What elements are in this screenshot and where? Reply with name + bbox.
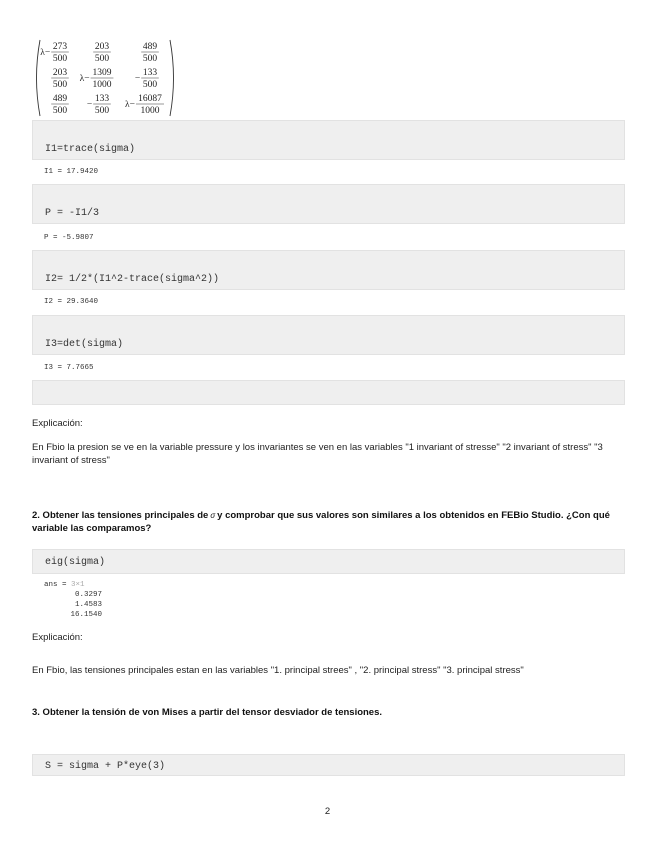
matrix-denominator: 500 <box>94 106 110 116</box>
ans-dims: 3×1 <box>71 581 85 589</box>
matrix-numerator: 273 <box>52 42 68 52</box>
code-cell-p[interactable] <box>32 184 625 224</box>
matrix-denominator: 500 <box>142 54 158 64</box>
output-eig <box>44 580 85 590</box>
code-cell-i3[interactable] <box>32 315 625 355</box>
code-cell-empty[interactable] <box>32 380 625 405</box>
code-text: I2= 1/2*(I1^2-trace(sigma^2)) <box>45 274 220 285</box>
question-3: 3. Obtener la tensión de von Mises a partir del tensor desviador de tensiones. <box>32 707 383 718</box>
code-cell-i1[interactable] <box>32 120 625 160</box>
matrix-prefix: − <box>134 74 141 84</box>
symbolic-matrix <box>30 38 180 118</box>
page-number: 2 <box>324 806 331 817</box>
code-text: S = sigma + P*eye(3) <box>45 761 166 772</box>
output-p: P = -5.9807 <box>44 234 94 242</box>
matrix-denominator: 500 <box>142 80 158 90</box>
matrix-numerator: 489 <box>142 42 158 52</box>
matrix-denominator: 1000 <box>140 106 160 116</box>
matrix-numerator: 1309 <box>92 68 112 78</box>
matrix-numerator: 16087 <box>138 94 162 104</box>
explanation-label-1: Explicación: <box>32 418 83 429</box>
matrix-numerator: 203 <box>52 68 68 78</box>
code-cell-i2[interactable] <box>32 250 625 290</box>
sigma-symbol: σ <box>210 511 216 520</box>
question-2-after: y comprobar que sus valores son similares a los obtenidos en FEBio Studio. ¿Con qué variable las comparamos? <box>32 510 610 534</box>
question-2 <box>32 509 627 535</box>
code-cell-eig[interactable] <box>32 549 625 574</box>
matrix-numerator: 489 <box>52 94 68 104</box>
code-text: I3=det(sigma) <box>45 339 124 350</box>
matrix-prefix: λ− <box>79 74 90 84</box>
code-text: I1=trace(sigma) <box>45 144 136 155</box>
matrix-right-bracket <box>170 40 174 116</box>
matrix-prefix: λ− <box>125 100 135 110</box>
code-text: P = -I1/3 <box>45 208 100 219</box>
code-cell-s[interactable] <box>32 754 625 776</box>
matrix-denominator: 1000 <box>92 80 112 90</box>
matrix-denominator: 500 <box>52 106 68 116</box>
explanation-text-1: En Fbio la presion se ve en la variable pressure y los invariantes se ven en las variables "1 invariant of stresse" "2 invariant of stress" "3 invariant of stress" <box>32 442 603 466</box>
matrix-numerator: 203 <box>94 42 110 52</box>
output-i2: I2 = 29.3640 <box>44 298 99 306</box>
matrix-denominator: 500 <box>52 80 68 90</box>
matrix-numerator: 133 <box>94 94 110 104</box>
eig-value: 0.3297 <box>74 591 102 599</box>
eig-value: 16.1540 <box>70 611 102 619</box>
eig-value: 1.4583 <box>74 601 102 609</box>
question-2-before: 2. Obtener las tensiones principales de <box>32 510 209 521</box>
matrix-prefix: − <box>86 100 93 110</box>
matrix-svg <box>30 38 180 118</box>
matrix-denominator: 500 <box>52 54 68 64</box>
matrix-prefix: λ− <box>40 48 51 58</box>
explanation-label-2: Explicación: <box>32 632 83 643</box>
ans-label: ans = <box>44 581 67 589</box>
output-i1: I1 = 17.9420 <box>44 168 99 176</box>
code-text: eig(sigma) <box>45 557 106 568</box>
matrix-numerator: 133 <box>142 68 158 78</box>
explanation-text-2: En Fbio, las tensiones principales estan en las variables "1. principal strees" , "2. principal stress" "3. principal stress" <box>32 665 524 676</box>
matrix-denominator: 500 <box>94 54 110 64</box>
output-i3: I3 = 7.7665 <box>44 364 94 372</box>
